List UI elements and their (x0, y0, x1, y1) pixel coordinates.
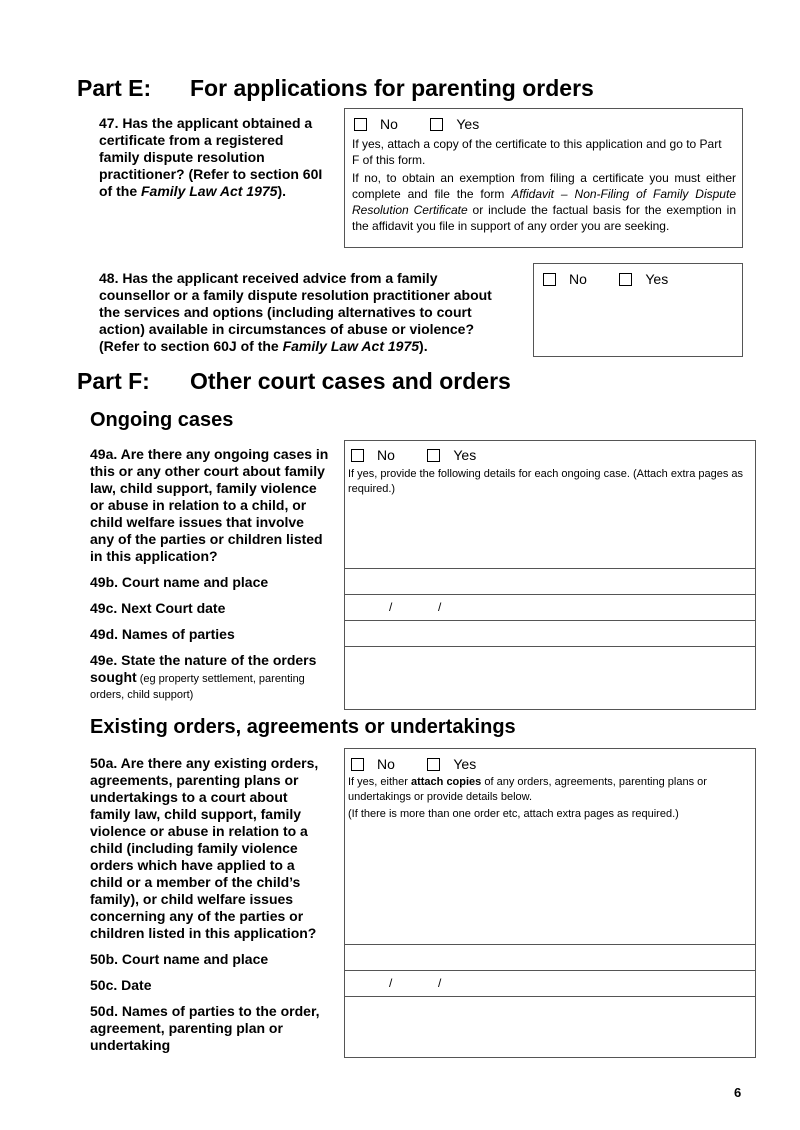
q48-line: counsellor or a family dispute resolution practitioner about (99, 287, 492, 303)
q50a-line: orders which have applied to a (90, 857, 295, 873)
checkbox-icon (430, 118, 443, 131)
q50a-line: 50a. Are there any existing orders, (90, 755, 319, 771)
q48-yes-checkbox[interactable] (619, 271, 668, 287)
q49c-date-field[interactable] (344, 594, 756, 621)
q50a-line: family), or child welfare issues (90, 891, 294, 907)
q50a-line: child (including family violence (90, 840, 298, 856)
q48-line: action) available in circumstances of abuse or violence? (99, 321, 475, 337)
part-e-heading (77, 75, 677, 103)
q49e-hint: orders, child support) (90, 689, 194, 701)
q50a-yes-label: Yes (453, 756, 477, 772)
q50a-line: children listed in this application? (90, 925, 317, 941)
q50a-instructions (348, 775, 748, 805)
q48-no-label: No (569, 271, 587, 287)
checkbox-icon (619, 273, 632, 286)
q49e-text: sought (90, 669, 137, 685)
q50a-text-bold: attach copies (410, 776, 482, 788)
q49e-hint: (eg property settlement, parenting (136, 673, 305, 685)
date-separator: / (438, 600, 442, 614)
q49b-label: 49b. Court name and place (90, 574, 269, 590)
q48-no-checkbox[interactable] (543, 271, 587, 287)
ongoing-cases-heading: Ongoing cases (90, 409, 234, 431)
q50a-line: violence or abuse in relation to a (90, 823, 308, 839)
q50b-label: 50b. Court name and place (90, 951, 269, 967)
checkbox-icon (351, 449, 364, 462)
q50a-yes-checkbox[interactable] (427, 756, 476, 772)
q47-question (99, 115, 349, 200)
q49a-line: law, child support, family violence (90, 480, 317, 496)
q48-yes-label: Yes (645, 271, 669, 287)
q50c-date-field[interactable] (344, 970, 756, 997)
q47-no-label: No (380, 116, 398, 132)
q47-form-name: Affidavit – Non-Filing of Family Dispute Resolution Certificate (352, 187, 736, 217)
date-separator: / (438, 976, 442, 990)
checkbox-icon (354, 118, 367, 131)
q47-yes-text: If yes, attach a copy of the certificate to this application and go to Part F of this form. (352, 137, 722, 167)
q50d-line: 50d. Names of parties to the order, (90, 1003, 320, 1019)
q50b-field[interactable] (344, 944, 756, 971)
q50d-label (90, 1003, 345, 1054)
part-f-label: Part F: (77, 368, 150, 394)
q49e-label (90, 652, 345, 702)
q48-line: the services and options (including alternatives to court (99, 304, 472, 320)
q50a-line: agreements, parenting plans or (90, 772, 299, 788)
q48-text: ). (419, 338, 428, 354)
q50d-line: undertaking (90, 1037, 171, 1053)
q47-line: family dispute resolution (99, 149, 265, 165)
q50a-extra-pages-note: (If there is more than one order etc, attach extra pages as required.) (348, 808, 679, 820)
q50a-text: of any orders, agreements, parenting plans or undertakings or provide details below. (348, 776, 707, 803)
checkbox-icon (543, 273, 556, 286)
q47-no-text-c: or include the factual basis for the exemption in the affidavit you file in support of any order you are seeking. (352, 203, 736, 233)
q50a-line: child or a member of the child’s (90, 874, 301, 890)
q50a-line: concerning any of the parties or (90, 908, 304, 924)
q49a-yes-label: Yes (453, 447, 477, 463)
q50a-no-checkbox[interactable] (351, 756, 395, 772)
checkbox-icon (427, 758, 440, 771)
checkbox-icon (427, 449, 440, 462)
part-f-title: Other court cases and orders (190, 368, 511, 394)
q49a-line: any of the parties or children listed (90, 531, 323, 547)
q47-text: of the (99, 183, 141, 199)
q47-yes-checkbox[interactable] (430, 116, 479, 132)
q47-no-text (352, 170, 736, 234)
q50c-label: 50c. Date (90, 977, 152, 993)
q49a-no-label: No (377, 447, 395, 463)
q47-no-text-a: If no, to obtain an exemption from filing a certificate you must either complete and file the form (352, 171, 736, 201)
q50d-line: agreement, parenting plan or (90, 1020, 283, 1036)
q49a-yes-checkbox[interactable] (427, 447, 476, 463)
q47-yes-label: Yes (456, 116, 480, 132)
q49c-label: 49c. Next Court date (90, 600, 226, 616)
page-number: 6 (734, 1085, 742, 1100)
q48-question (99, 270, 529, 355)
q50a-line: family law, child support, family (90, 806, 302, 822)
part-f-heading (77, 368, 677, 396)
q49e-field[interactable] (344, 646, 756, 710)
q49e-line: 49e. State the nature of the orders (90, 652, 317, 668)
q50a-no-label: No (377, 756, 395, 772)
q47-no-checkbox[interactable] (354, 116, 398, 132)
q49a-answer-box[interactable] (344, 440, 756, 569)
existing-orders-heading: Existing orders, agreements or undertakings (90, 716, 516, 738)
checkbox-icon (351, 758, 364, 771)
q47-text: ). (277, 183, 286, 199)
q49a-line: this or any other court about family (90, 463, 325, 479)
q49d-label: 49d. Names of parties (90, 626, 235, 642)
q50a-text: If yes, either (348, 776, 411, 788)
q49d-field[interactable] (344, 620, 756, 647)
q48-line: 48. Has the applicant received advice from a family (99, 270, 438, 286)
q49a-line: child welfare issues that involve (90, 514, 304, 530)
q47-line: 47. Has the applicant obtained a (99, 115, 313, 131)
q49a-line: 49a. Are there any ongoing cases in (90, 446, 329, 462)
q50a-question (90, 755, 345, 942)
q48-text: (Refer to section 60J of the (99, 338, 283, 354)
q49a-line: in this application? (90, 548, 218, 564)
q49a-line: or abuse in relation to a child, or (90, 497, 307, 513)
q47-answer-box (344, 108, 743, 248)
q49a-no-checkbox[interactable] (351, 447, 395, 463)
q47-line: certificate from a registered (99, 132, 284, 148)
q48-line (99, 338, 529, 355)
q49e-line (90, 669, 345, 688)
q50a-answer-box[interactable] (344, 748, 756, 945)
q48-answer-box (533, 263, 743, 357)
part-e-title: For applications for parenting orders (190, 75, 594, 101)
q49b-field[interactable] (344, 568, 756, 595)
q50d-field[interactable] (344, 996, 756, 1058)
date-separator: / (389, 600, 393, 614)
q50a-line: undertakings to a court about (90, 789, 288, 805)
q49a-instructions: If yes, provide the following details for each ongoing case. (Attach extra pages as required.) (348, 468, 744, 495)
q47-line (99, 183, 349, 200)
q47-act: Family Law Act 1975 (141, 183, 278, 199)
q49a-question (90, 446, 345, 565)
part-e-label: Part E: (77, 75, 152, 101)
q47-line: practitioner? (Refer to section 60I (99, 166, 323, 182)
q48-act: Family Law Act 1975 (282, 338, 420, 354)
date-separator: / (389, 976, 393, 990)
